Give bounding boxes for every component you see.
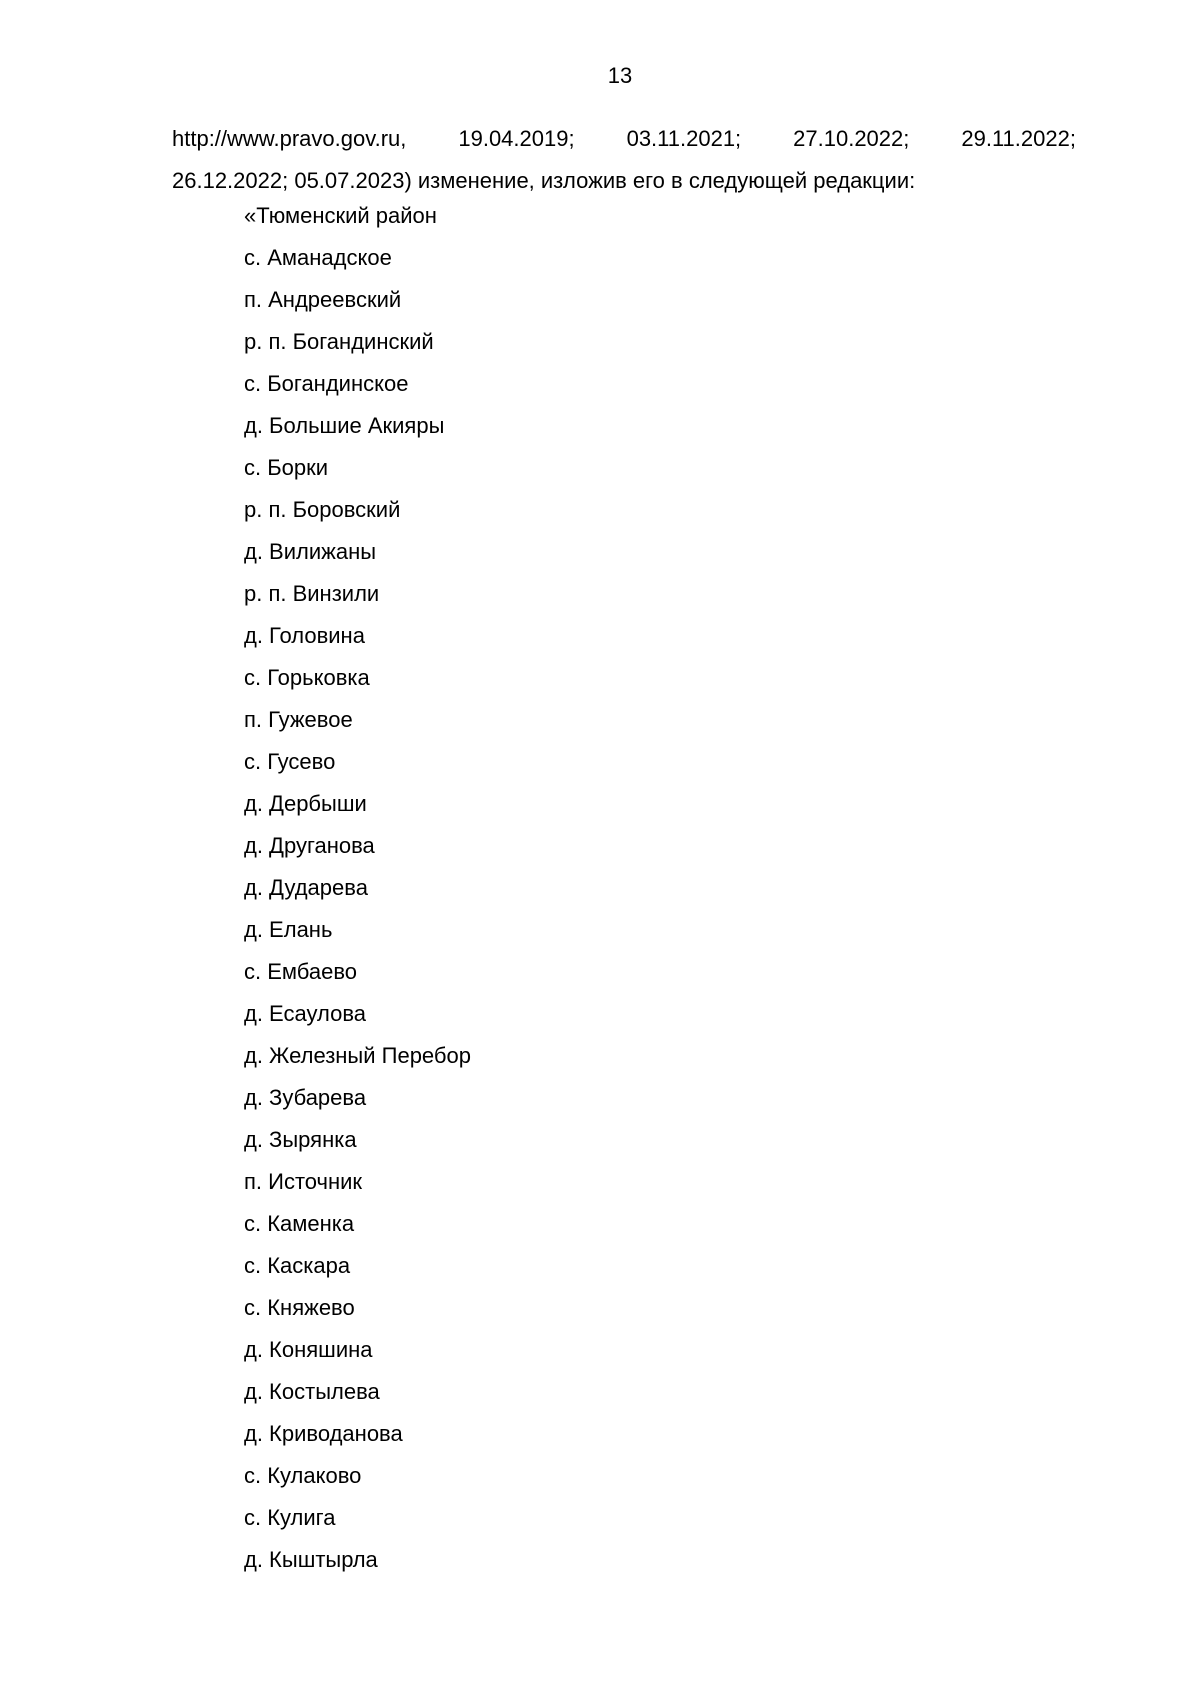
intro-paragraph xyxy=(172,118,1076,202)
settlement-item: д. Костылева xyxy=(244,1379,380,1404)
settlement-item: р. п. Боровский xyxy=(244,497,401,522)
settlement-item: с. Богандинское xyxy=(244,371,409,396)
publication-date: 27.10.2022; xyxy=(793,126,910,151)
settlement-item: р. п. Богандинский xyxy=(244,329,434,354)
settlement-item: д. Большие Акияры xyxy=(244,413,445,438)
intro-line-1 xyxy=(172,118,1076,160)
intro-line-2: 26.12.2022; 05.07.2023) изменение, изложив его в следующей редакции: xyxy=(172,168,916,193)
publication-date: 29.11.2022; xyxy=(961,126,1076,151)
settlement-item: с. Кулаково xyxy=(244,1463,362,1488)
settlement-item: д. Криводанова xyxy=(244,1421,403,1446)
settlement-item: с. Каменка xyxy=(244,1211,355,1236)
settlement-item: с. Княжево xyxy=(244,1295,355,1320)
settlement-item: д. Дударева xyxy=(244,875,368,900)
settlement-item: с. Ембаево xyxy=(244,959,358,984)
settlement-item: п. Андреевский xyxy=(244,287,402,312)
settlement-item: п. Источник xyxy=(244,1169,363,1194)
publication-date: 19.04.2019; xyxy=(458,126,575,151)
settlement-item: с. Горьковка xyxy=(244,665,370,690)
settlement-item: р. п. Винзили xyxy=(244,581,380,606)
settlement-item: с. Гусево xyxy=(244,749,336,774)
settlement-item: д. Есаулова xyxy=(244,1001,366,1026)
settlement-item: п. Гужевое xyxy=(244,707,353,732)
source-url: http://www.pravo.gov.ru, xyxy=(172,126,407,151)
page-number: 13 xyxy=(607,63,633,88)
settlement-item: д. Железный Перебор xyxy=(244,1043,471,1068)
settlement-item: д. Вилижаны xyxy=(244,539,377,564)
settlement-list xyxy=(244,202,471,1588)
settlement-item: д. Головина xyxy=(244,623,365,648)
settlement-item: с. Каскара xyxy=(244,1253,351,1278)
settlement-item: д. Зубарева xyxy=(244,1085,367,1110)
settlement-item: д. Зырянка xyxy=(244,1127,357,1152)
settlement-item: с. Борки xyxy=(244,455,329,480)
settlement-item: с. Аманадское xyxy=(244,245,392,270)
settlement-item: с. Кулига xyxy=(244,1505,336,1530)
settlement-item: д. Друганова xyxy=(244,833,375,858)
settlement-item: д. Елань xyxy=(244,917,333,942)
settlement-item: д. Коняшина xyxy=(244,1337,373,1362)
district-heading: «Тюменский район xyxy=(244,203,437,228)
settlement-item: д. Кыштырла xyxy=(244,1547,378,1572)
publication-date: 03.11.2021; xyxy=(626,126,742,151)
settlement-item: д. Дербыши xyxy=(244,791,367,816)
